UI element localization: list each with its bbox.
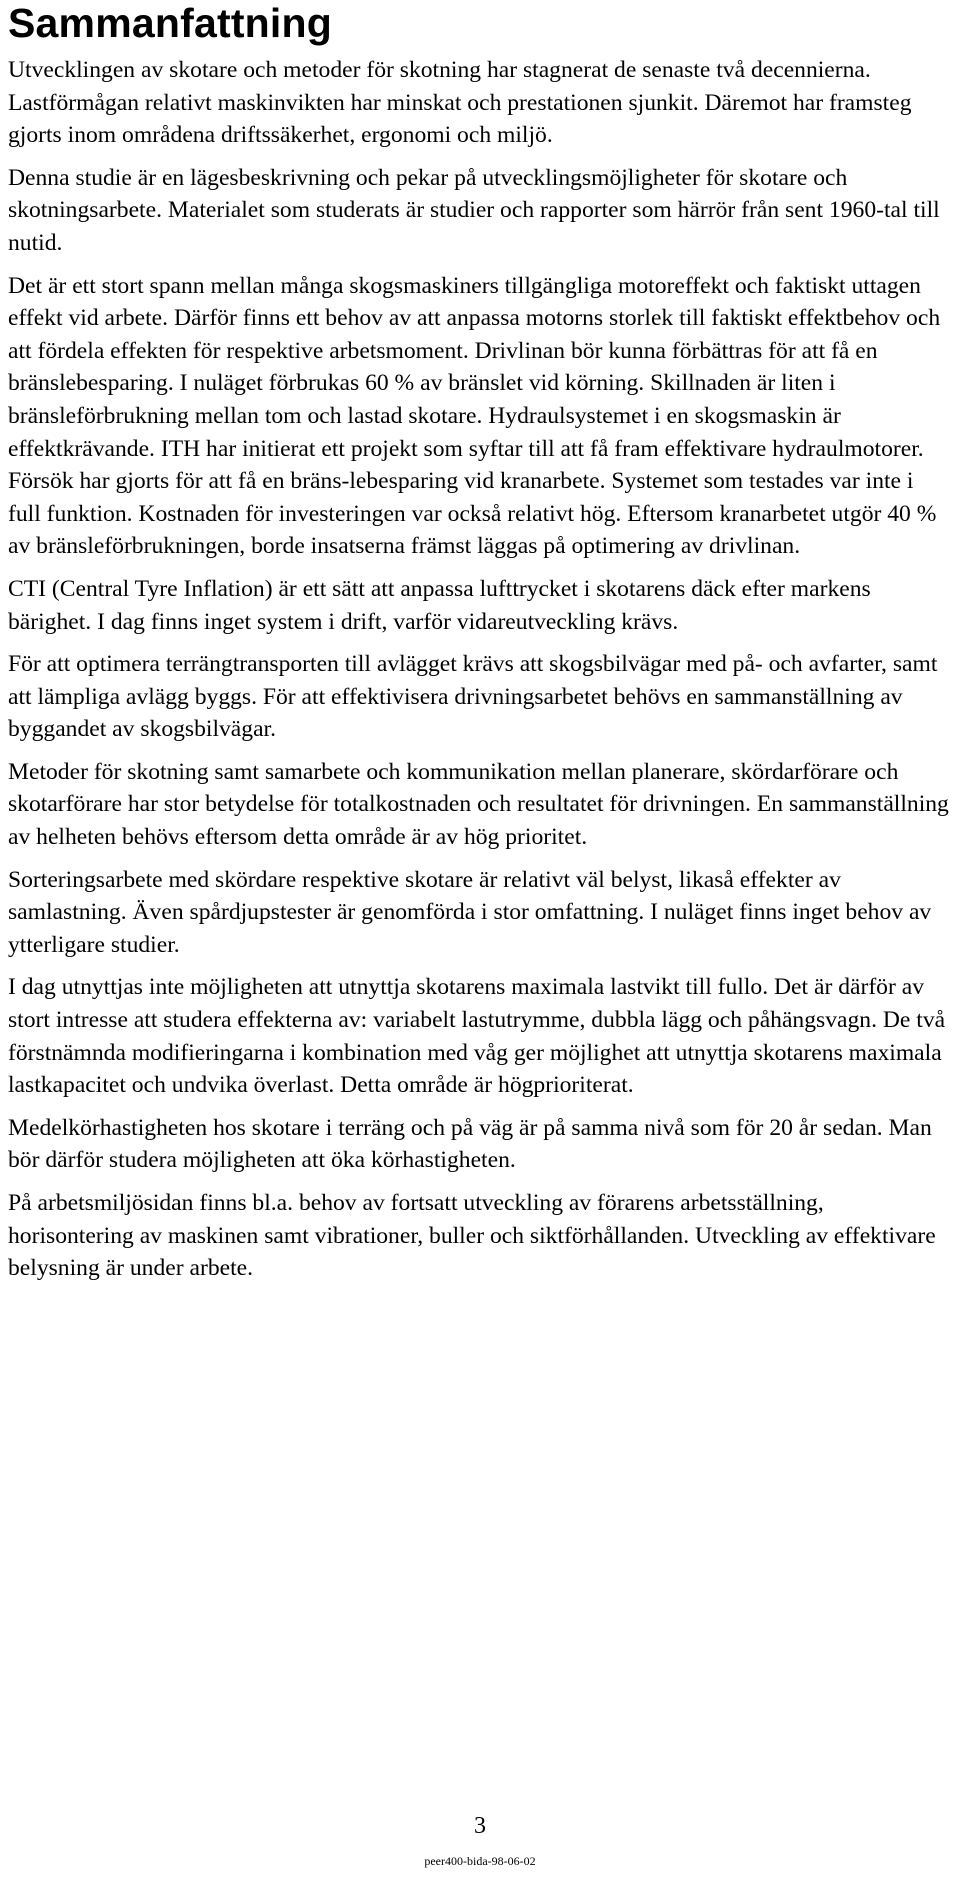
paragraph: Medelkörhastigheten hos skotare i terräng och på väg är på samma nivå som för 20 år sedan. Man bör därför studera möjligheten att öka körhastigheten. bbox=[8, 1114, 932, 1174]
paragraph: CTI (Central Tyre Inflation) är ett sätt att anpassa lufttrycket i skotarens däck efter markens bärighet. I dag finns inget system i drift, varför vidareutveckling krävs. bbox=[8, 575, 871, 635]
paragraph: Metoder för skotning samt samarbete och kommunikation mellan planerare, skördarförare och skotarförare har stor betydelse för totalkostnaden och resultatet för drivningen. En sammanställning av helheten behövs eftersom detta område är av hög prioritet. bbox=[8, 758, 949, 851]
page-number: 3 bbox=[474, 1813, 486, 1839]
paragraph: Utvecklingen av skotare och metoder för skotning har stagnerat de senaste två decennierna. Lastförmågan relativt maskinvikten har minskat och prestationen sjunkit. Däremot har framsteg gjorts inom områdena driftssäkerhet, ergonomi och miljö. bbox=[8, 57, 912, 149]
paragraph: I dag utnyttjas inte möjligheten att utnyttja skotarens maximala lastvikt till fullo. Det är därför av stort intresse att studera effekterna av: variabelt lastutrymme, dubbla lägg och påhängsvagn. De två förstnämnda modifieringarna i kombination med våg ger möjlighet att utnyttja skotarens maximala lastkapacitet och undvika överlast. Detta område är högprioriterat. bbox=[8, 974, 946, 1099]
paragraph: För att optimera terrängtransporten till avlägget krävs att skogsbilvägar med på- och avfarter, samt att lämpliga avlägg byggs. För att effektivisera drivningsarbetet behövs en sammanställning av byggandet av skogsbilvägar. bbox=[8, 651, 938, 743]
summary-body bbox=[8, 54, 950, 1285]
document-id: peer400-bida-98-06-02 bbox=[424, 1854, 536, 1868]
paragraph: Denna studie är en lägesbeskrivning och pekar på utvecklingsmöjligheter för skotare och skotningsarbete. Materialet som studerats är studier och rapporter som härrör från sent 1960-tal till nutid. bbox=[8, 164, 940, 256]
paragraph: Det är ett stort spann mellan många skogsmaskiners tillgängliga motoreffekt och faktiskt uttagen effekt vid arbete. Därför finns ett behov av att anpassa motorns storlek till faktiskt effektbehov och att fördela effekten för respektive arbetsmoment. Drivlinan bör kunna förbättras för att få en bränslebesparing. I nuläget förbrukas 60 % av bränslet vid körning. Skillnaden är liten i bränsleförbrukning mellan tom och lastad skotare. Hydraulsystemet i en skogsmaskin är effektkrävande. ITH har initierat ett projekt som syftar till att få fram effektivare hydraulmotorer. Försök har gjorts för att få en bräns-lebesparing vid kranarbete. Systemet som testades var inte i full funktion. Kostnaden för investeringen var också relativt hög. Eftersom kranarbetet utgör 40 % av bränsleförbrukningen, borde insatserna främst läggas på optimering av drivlinan. bbox=[8, 272, 941, 560]
paragraph: På arbetsmiljösidan finns bl.a. behov av fortsatt utveckling av förarens arbetsställning, horisontering av maskinen samt vibrationer, buller och siktförhållanden. Utveckling av effektivare belysning är under arbete. bbox=[8, 1190, 936, 1282]
page-title: Sammanfattning bbox=[8, 0, 332, 46]
paragraph: Sorteringsarbete med skördare respektive skotare är relativt väl belyst, likaså effekter av samlastning. Även spårdjupstester är genomförda i stor omfattning. I nuläget finns inget behov av ytterligare studier. bbox=[8, 866, 932, 958]
